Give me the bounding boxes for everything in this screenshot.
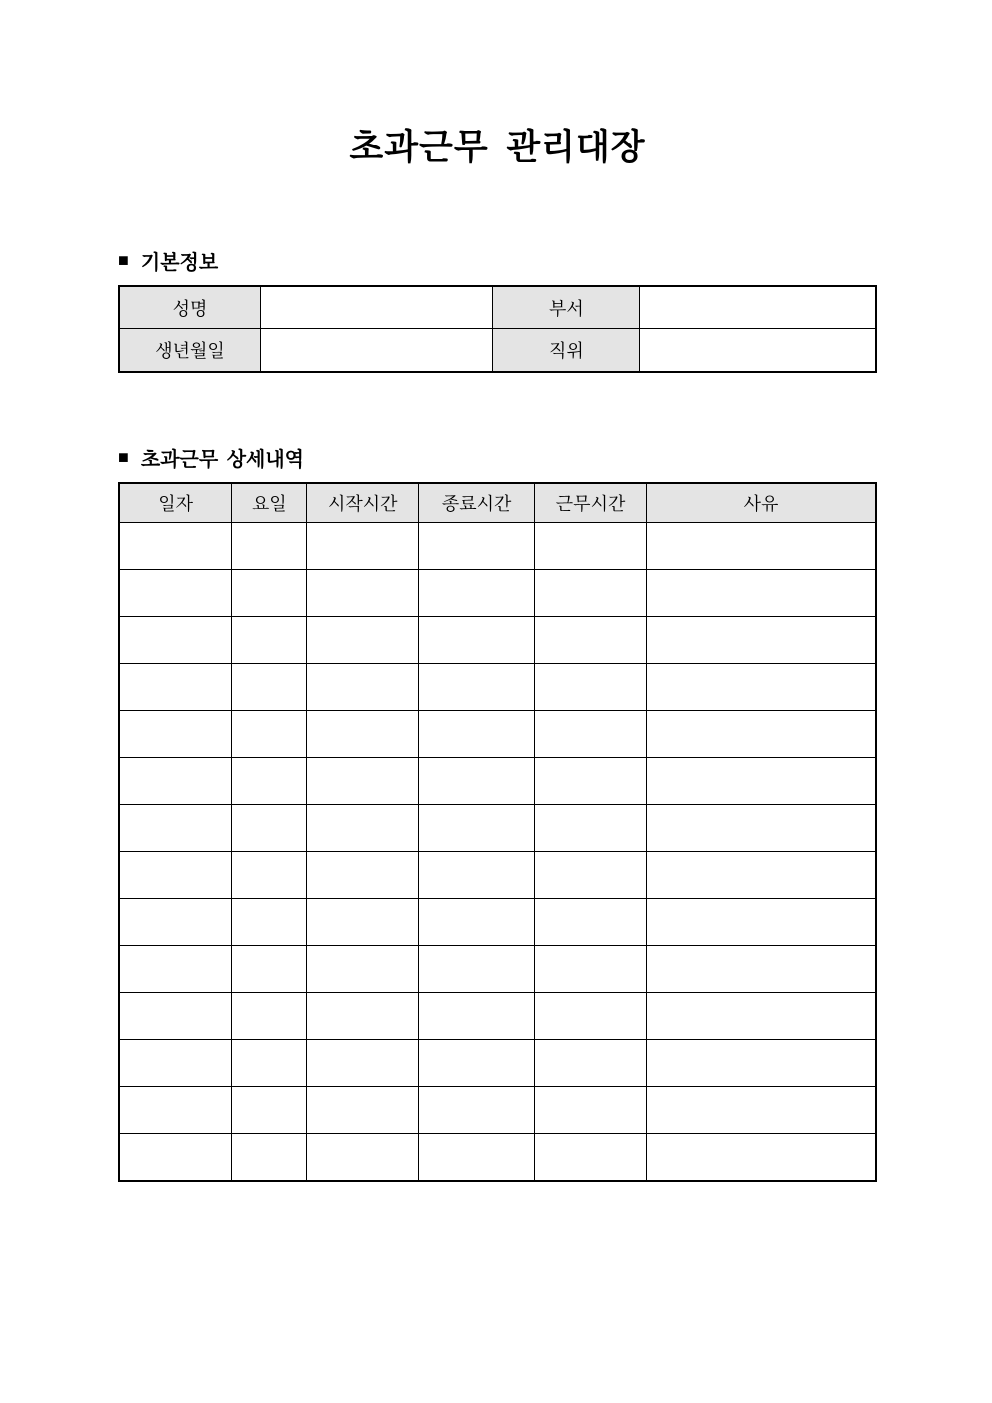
basic-info-row [119,286,876,329]
empty-data-cell [647,617,876,664]
empty-data-cell [232,523,307,570]
empty-data-cell [647,852,876,899]
empty-data-cell [647,1040,876,1087]
empty-data-cell [419,758,535,805]
field-label-cell: 성명 [119,286,261,329]
field-label-cell: 부서 [493,286,640,329]
detail-row [119,993,876,1040]
empty-data-cell [119,852,232,899]
empty-data-cell [119,523,232,570]
empty-data-cell [232,805,307,852]
empty-data-cell [419,711,535,758]
empty-data-cell [535,805,647,852]
field-value-cell [640,286,876,329]
empty-data-cell [647,570,876,617]
detail-row [119,805,876,852]
empty-data-cell [647,758,876,805]
empty-data-cell [535,1087,647,1134]
empty-data-cell [119,1134,232,1181]
empty-data-cell [535,523,647,570]
empty-data-cell [535,617,647,664]
detail-row [119,1134,876,1181]
detail-row [119,523,876,570]
empty-data-cell [647,899,876,946]
empty-data-cell [307,758,419,805]
column-header-cell: 사유 [647,483,876,523]
empty-data-cell [535,711,647,758]
empty-data-cell [119,758,232,805]
empty-data-cell [419,570,535,617]
detail-row [119,664,876,711]
empty-data-cell [307,523,419,570]
empty-data-cell [119,899,232,946]
empty-data-cell [232,1087,307,1134]
field-value-cell [261,329,493,372]
empty-data-cell [307,805,419,852]
empty-data-cell [119,993,232,1040]
column-header-cell: 시작시간 [307,483,419,523]
empty-data-cell [119,570,232,617]
empty-data-cell [419,852,535,899]
empty-data-cell [535,899,647,946]
empty-data-cell [307,570,419,617]
detail-row [119,852,876,899]
empty-data-cell [647,993,876,1040]
empty-data-cell [647,1087,876,1134]
empty-data-cell [535,946,647,993]
section-heading-basic-info-label: 기본정보 [140,251,219,274]
empty-data-cell [647,711,876,758]
overtime-detail-table [118,482,877,1182]
empty-data-cell [535,664,647,711]
detail-row [119,899,876,946]
detail-row [119,711,876,758]
empty-data-cell [419,899,535,946]
empty-data-cell [232,617,307,664]
column-header-cell: 근무시간 [535,483,647,523]
field-value-cell [640,329,876,372]
empty-data-cell [232,758,307,805]
empty-data-cell [307,617,419,664]
section-heading-overtime-details [118,443,877,472]
empty-data-cell [307,993,419,1040]
empty-data-cell [232,993,307,1040]
detail-row [119,617,876,664]
empty-data-cell [419,617,535,664]
column-header-cell: 요일 [232,483,307,523]
empty-data-cell [647,523,876,570]
empty-data-cell [232,1134,307,1181]
empty-data-cell [119,1087,232,1134]
empty-data-cell [232,899,307,946]
empty-data-cell [119,946,232,993]
column-header-cell: 일자 [119,483,232,523]
empty-data-cell [535,852,647,899]
empty-data-cell [307,1134,419,1181]
empty-data-cell [307,711,419,758]
detail-row [119,758,876,805]
empty-data-cell [232,711,307,758]
empty-data-cell [535,1040,647,1087]
empty-data-cell [232,1040,307,1087]
field-value-cell [261,286,493,329]
empty-data-cell [119,617,232,664]
empty-data-cell [419,1134,535,1181]
empty-data-cell [232,946,307,993]
basic-info-table-body [119,286,876,372]
empty-data-cell [419,1087,535,1134]
empty-data-cell [419,805,535,852]
column-header-cell: 종료시간 [419,483,535,523]
field-label-cell: 생년월일 [119,329,261,372]
empty-data-cell [307,899,419,946]
empty-data-cell [119,805,232,852]
empty-data-cell [647,664,876,711]
empty-data-cell [419,946,535,993]
empty-data-cell [307,1087,419,1134]
empty-data-cell [232,570,307,617]
square-bullet-icon: ■ [118,447,129,468]
empty-data-cell [419,523,535,570]
document-content [118,0,877,1182]
basic-info-row [119,329,876,372]
section-heading-overtime-details-label: 초과근무 상세내역 [140,448,304,471]
empty-data-cell [119,1040,232,1087]
overtime-detail-table-body [119,523,876,1181]
empty-data-cell [307,1040,419,1087]
detail-row [119,1087,876,1134]
empty-data-cell [535,993,647,1040]
empty-data-cell [535,570,647,617]
square-bullet-icon: ■ [118,250,129,271]
detail-row [119,946,876,993]
empty-data-cell [419,1040,535,1087]
empty-data-cell [647,946,876,993]
detail-row [119,1040,876,1087]
empty-data-cell [119,711,232,758]
page-title: 초과근무 관리대장 [349,128,646,167]
section-heading-basic-info [118,246,877,275]
empty-data-cell [307,852,419,899]
basic-info-table [118,285,877,373]
empty-data-cell [535,758,647,805]
empty-data-cell [232,852,307,899]
field-label-cell: 직위 [493,329,640,372]
empty-data-cell [119,664,232,711]
empty-data-cell [647,805,876,852]
overtime-detail-table-head [119,483,876,523]
empty-data-cell [419,993,535,1040]
empty-data-cell [307,664,419,711]
column-header-row [119,483,876,523]
empty-data-cell [535,1134,647,1181]
empty-data-cell [647,1134,876,1181]
empty-data-cell [419,664,535,711]
empty-data-cell [232,664,307,711]
empty-data-cell [307,946,419,993]
detail-row [119,570,876,617]
